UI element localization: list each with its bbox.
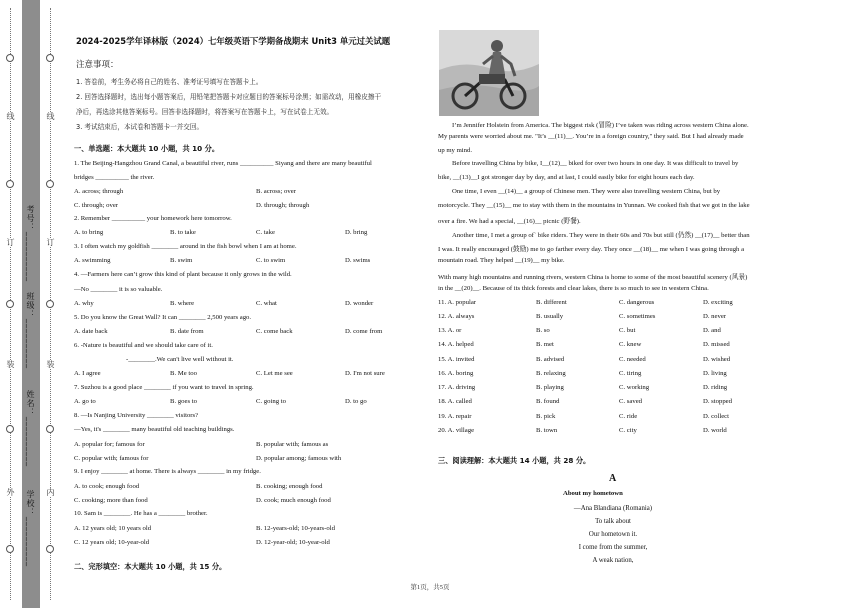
question-stem: bridges __________ the river. [74, 174, 155, 181]
cloze-option-b[interactable]: B. met [536, 341, 554, 348]
passage-letter: A [609, 473, 617, 484]
passage-line: My parents were worried about me. "It’s __(11)__. You’re in a foreign country," they said. But I had already made [438, 133, 744, 140]
section2-heading: 二、完形填空：本大题共 10 小题，共 15 分。 [74, 562, 227, 571]
section1-heading: 一、单选题：本大题共 10 小题，共 10 分。 [74, 144, 220, 153]
question-stem: 7. Suzhou is a good place ________ if you want to travel in spring. [74, 384, 254, 391]
passage-line: over a fire. We had a special, __(16)__ picnic (野餐). [438, 218, 581, 225]
note-item: 3. 考试结束后，本试卷和答题卡一并交回。 [76, 123, 204, 131]
cloze-option-b[interactable]: B. advised [536, 356, 565, 363]
cloze-option-b[interactable]: B. different [536, 299, 567, 306]
cloze-option-c[interactable]: C. dangerous [619, 299, 655, 306]
binding-circle [6, 54, 14, 62]
cloze-option-d[interactable]: D. world [703, 427, 727, 434]
passage-line: bike, __(13)__I got stronger day by day, and at last, I could easily bike for eight hours each day. [438, 174, 695, 181]
cloze-option-d[interactable]: D. riding [703, 384, 728, 391]
page-footer: 第1页，共5页 [410, 584, 450, 591]
passage-line: Before travelling China by bike, I__(12)__ biked for over two hours in one day. It was difficult to travel by [452, 160, 739, 167]
binding-label-nei: 内 [46, 488, 55, 497]
cloze-option-c[interactable]: C. needed [619, 356, 646, 363]
option-d[interactable]: D. through; through [256, 202, 310, 209]
question-stem: 9. I enjoy ________ at home. There is always ________ in my fridge. [74, 468, 261, 475]
option-b[interactable]: B. 12-years-old; 10-years-old [256, 525, 335, 532]
option-a[interactable]: A. swimming [74, 257, 111, 264]
passage-line: in the __(20)__. Because of its thick forests and clear lakes, there is so much to see in western China. [438, 285, 709, 292]
cloze-option-a[interactable]: 19. A. repair [438, 413, 472, 420]
option-c[interactable]: C. Let me see [256, 370, 293, 377]
passage-line: up my mind. [438, 147, 472, 154]
binding-circle [46, 425, 54, 433]
passage-line: motorcycle. They __(15)__ me to stay with them in the mountains in Yunnan. We cooked fish that we got in the lake [438, 202, 750, 209]
binding-label-zhuang: 装 [46, 360, 55, 369]
cloze-option-d[interactable]: D. never [703, 313, 727, 320]
note-item: 1. 答卷前，考生务必将自己的姓名、准考证号填写在答题卡上。 [76, 78, 263, 86]
option-b[interactable]: B. to take [170, 229, 196, 236]
cloze-option-a[interactable]: 12. A. always [438, 313, 475, 320]
cloze-option-d[interactable]: D. living [703, 370, 727, 377]
cloze-option-b[interactable]: B. town [536, 427, 558, 434]
cloze-option-c[interactable]: C. knew [619, 341, 642, 348]
binding-gray-band [22, 0, 40, 608]
option-b[interactable]: B. date from [170, 328, 204, 335]
cloze-option-d[interactable]: D. and [703, 327, 721, 334]
binding-strip [0, 0, 62, 608]
binding-circle [6, 300, 14, 308]
option-d[interactable]: D. 12-year-old; 10-year-old [256, 539, 330, 546]
cloze-option-a[interactable]: 13. A. or [438, 327, 462, 334]
option-a[interactable]: A. why [74, 300, 94, 307]
option-b[interactable]: B. where [170, 300, 195, 307]
option-b[interactable]: B. popular with; famous as [256, 441, 329, 448]
binding-label-xian: 线 [46, 112, 55, 121]
poem-line: To talk about [595, 518, 631, 525]
class-field: 班级：__________ [26, 292, 35, 369]
cloze-option-b[interactable]: B. so [536, 327, 550, 334]
note-item: 净后，再选涂其他答案标号。回答非选择题时，将答案写在答题卡上，写在试卷上无效。 [76, 108, 334, 116]
motorcycle-photo [439, 30, 539, 116]
poem-line: —Ana Blandiana (Romania) [573, 505, 653, 512]
question-stem: —No ________ it is so valuable. [74, 286, 163, 293]
school-field: 学校：__________ [26, 490, 35, 567]
binding-circle [6, 180, 14, 188]
binding-circle [46, 545, 54, 553]
binding-outer-margin [0, 0, 22, 608]
option-a[interactable]: A. popular for; famous for [74, 441, 145, 448]
cloze-option-b[interactable]: B. pick [536, 413, 556, 420]
note-item: 2. 回答选择题时，选出每小题答案后，用铅笔把答题卡对应题目的答案标号涂黑；如需改动，用橡皮擦干 [76, 93, 382, 101]
question-stem: 10. Sam is ________. He has a ________ brother. [74, 510, 208, 517]
binding-circle [6, 425, 14, 433]
option-b[interactable]: B. goes to [170, 398, 197, 405]
question-stem: 3. I often watch my goldfish ________ around in the fish bowl when I am at home. [74, 243, 297, 250]
cloze-option-c[interactable]: C. tiring [619, 370, 642, 377]
cloze-option-b[interactable]: B. usually [536, 313, 564, 320]
option-a[interactable]: A. date back [74, 328, 108, 335]
section3-heading: 三、阅读理解：本大题共 14 小题，共 28 分。 [438, 456, 591, 465]
question-stem: 8. —Is Nanjing University ________ visitors? [74, 412, 199, 419]
cloze-option-a[interactable]: 16. A. boring [438, 370, 474, 377]
poem-line: A weak nation, [592, 557, 634, 564]
question-stem: 2. Remember __________ your homework here tomorrow. [74, 215, 232, 222]
passage-line: One time, I even __(14)__ a group of Chinese men. They were also travelling western China, but by [452, 188, 721, 195]
option-d[interactable]: D. come from [345, 328, 383, 335]
option-d[interactable]: D. wonder [345, 300, 374, 307]
binding-label-zhuang: 装 [6, 360, 15, 369]
passage-line: mountain road. They helped __(19)__ my bike. [438, 257, 565, 264]
passage-line: I was. It really encouraged (鼓励) me to go farther every day. They once __(18)__ me when I was going through a [438, 246, 745, 253]
cloze-option-b[interactable]: B. found [536, 398, 560, 405]
cloze-option-c[interactable]: C. city [619, 427, 637, 434]
cloze-option-c[interactable]: C. but [619, 327, 636, 334]
cloze-option-c[interactable]: C. sometimes [619, 313, 656, 320]
binding-circle [46, 300, 54, 308]
name-field: 姓名：__________ [26, 390, 35, 467]
poem-title: About my hometown [563, 490, 623, 497]
option-c[interactable]: C. cooking; more than food [74, 497, 148, 504]
option-c[interactable]: C. take [256, 229, 275, 236]
cloze-option-b[interactable]: B. relaxing [536, 370, 566, 377]
option-d[interactable]: D. swims [345, 257, 371, 264]
cloze-option-a[interactable]: 17. A. driving [438, 384, 476, 391]
notes-heading: 注意事项： [76, 60, 119, 70]
option-c[interactable]: C. 12 years old; 10-year-old [74, 539, 150, 546]
option-d[interactable]: D. cook; much enough food [256, 497, 331, 504]
binding-label-wai: 外 [6, 488, 15, 497]
option-c[interactable]: C. popular with; famous for [74, 455, 149, 462]
option-a[interactable]: A. across; through [74, 188, 124, 195]
option-b[interactable]: B. across; over [256, 188, 296, 195]
option-d[interactable]: D. popular among; famous with [256, 455, 342, 462]
option-c[interactable]: C. to swim [256, 257, 286, 264]
option-b[interactable]: B. Me too [170, 370, 197, 377]
passage-line: Another time, I met a group of` bike riders. They were in their 60s and 70s but still (仍然) __(17)__ better than [452, 232, 750, 239]
option-a[interactable]: A. I agree [74, 370, 101, 377]
binding-inner-margin [40, 0, 62, 608]
binding-circle [46, 180, 54, 188]
cloze-option-b[interactable]: B. playing [536, 384, 564, 391]
option-b[interactable]: B. cooking; enough food [256, 483, 323, 490]
option-a[interactable]: A. go to [74, 398, 96, 405]
paper-title: 2024-2025学年译林版（2024）七年级英语下学期备战期末 Unit3 单元过关试题 [76, 36, 391, 46]
question-stem: 6. -Nature is beautiful and we should take care of it. [74, 342, 213, 349]
cloze-option-a[interactable]: 14. A. helped [438, 341, 474, 348]
option-c[interactable]: C. going to [256, 398, 286, 405]
cloze-option-d[interactable]: D. missed [703, 341, 730, 348]
cloze-option-a[interactable]: 18. A. called [438, 398, 472, 405]
option-d[interactable]: D. to go [345, 398, 367, 405]
option-a[interactable]: A. to cook; enough food [74, 483, 140, 490]
binding-label-xian: 线 [6, 112, 15, 121]
question-stem: 5. Do you know the Great Wall? It can ________ 2,500 years ago. [74, 314, 252, 321]
passage-line: With many high mountains and running rivers, western China is home to some of the most beautiful scenery (风景) [438, 274, 748, 281]
cloze-option-a[interactable]: 20. A. village [438, 427, 475, 434]
option-d[interactable]: D. bring [345, 229, 368, 236]
cloze-option-d[interactable]: D. exciting [703, 299, 733, 306]
cloze-option-c[interactable]: C. saved [619, 398, 643, 405]
exam-number-field: 考号：__________ [26, 205, 35, 282]
question-stem: 1. The Beijing-Hangzhou Grand Canal, a beautiful river, runs __________ Siyang and there are many beautiful [74, 160, 372, 167]
option-d[interactable]: D. I'm not sure [345, 370, 385, 377]
cloze-option-d[interactable]: D. stopped [703, 398, 732, 405]
cloze-option-a[interactable]: 15. A. invited [438, 356, 475, 363]
binding-circle [6, 545, 14, 553]
cloze-option-c[interactable]: C. ride [619, 413, 638, 420]
cloze-option-a[interactable]: 11. A. popular [438, 299, 477, 306]
option-c[interactable]: C. come back [256, 328, 293, 335]
option-c[interactable]: C. what [256, 300, 277, 307]
question-stem: —Yes, it's ________ many beautiful old teaching buildings. [74, 426, 235, 433]
option-b[interactable]: B. swim [170, 257, 193, 264]
passage-line: I’m Jennifer Holstein from America. The biggest risk (冒险) I’ve taken was riding across western China alone. [452, 122, 749, 129]
cloze-option-c[interactable]: C. working [619, 384, 650, 391]
poem-line: Our hometown it. [588, 531, 638, 538]
option-c[interactable]: C. through; over [74, 202, 119, 209]
option-a[interactable]: A. 12 years old; 10 years old [74, 525, 152, 532]
binding-circle [46, 54, 54, 62]
cloze-option-d[interactable]: D. wished [703, 356, 731, 363]
binding-label-ding: 订 [6, 238, 15, 247]
option-a[interactable]: A. to bring [74, 229, 104, 236]
question-stem: 4. —Farmers here can’t grow this kind of plant because it only grows in the wild. [74, 271, 292, 278]
cloze-option-d[interactable]: D. collect [703, 413, 729, 420]
binding-label-ding: 订 [46, 238, 55, 247]
poem-line: I come from the summer, [578, 544, 648, 551]
question-stem: -________.We can't live well without it. [126, 356, 234, 363]
